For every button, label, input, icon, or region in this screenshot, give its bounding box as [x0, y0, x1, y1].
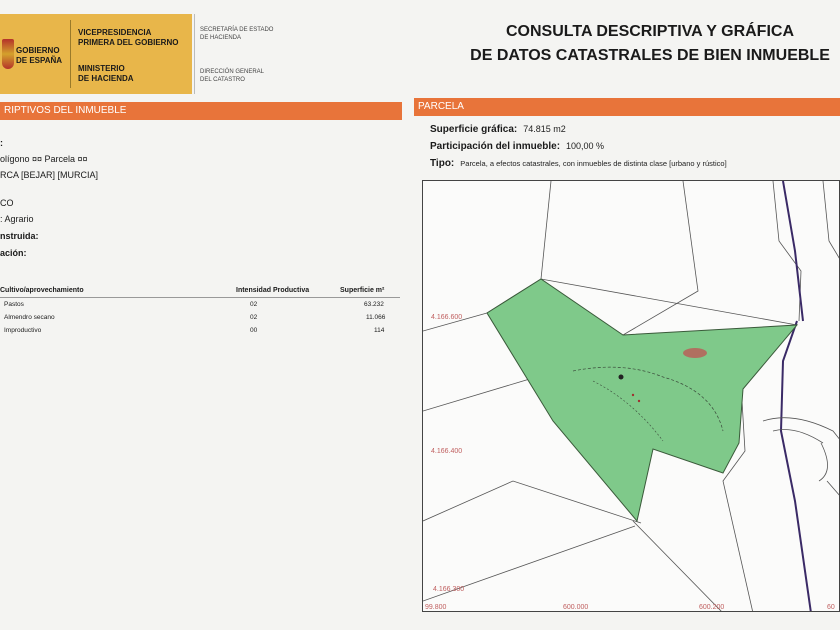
intensity-cell: 02 — [250, 314, 258, 321]
table-row — [0, 299, 400, 311]
boundary-line — [423, 375, 543, 411]
type-value: Parcela, a efectos catastrales, con inmuebles de distinta clase [urbano y rústico] — [460, 159, 727, 168]
surface-value: 74.815 m2 — [523, 124, 566, 134]
gov-line-1: GOBIERNO — [16, 46, 60, 55]
col-header-surface: Superficie m² — [340, 287, 385, 294]
class-value: CO — [0, 198, 14, 208]
parcel-polygon — [487, 279, 797, 521]
location-polygon: olígono ¤¤ Parcela ¤¤ — [0, 154, 88, 164]
sec-line-1: SECRETARÍA DE ESTADO — [200, 27, 274, 33]
ministry-name — [78, 64, 134, 84]
secretariat-name — [200, 26, 273, 42]
point-mark — [619, 375, 624, 380]
section-bar-parcel: PARCELA — [414, 98, 840, 116]
type-row — [430, 158, 727, 169]
title-line-1: CONSULTA DESCRIPTIVA Y GRÁFICA — [505, 23, 794, 40]
surface-cell: 114 — [374, 327, 385, 334]
government-name — [16, 46, 62, 66]
coord-label-y2: 4.166.400 — [431, 448, 463, 455]
boundary-line — [633, 521, 723, 612]
boundary-line — [623, 181, 698, 335]
dir-line-1: DIRECCIÓN GENERAL — [200, 69, 265, 75]
coord-label-x2: 600.000 — [563, 604, 589, 611]
table-row — [0, 312, 400, 324]
col-header-intensity: Intensidad Productiva — [236, 287, 310, 294]
intensity-cell: 02 — [250, 301, 258, 308]
boundary-line — [823, 181, 840, 261]
table-row — [0, 325, 400, 337]
map-drawing — [423, 181, 840, 612]
coord-label-x4: 60 — [827, 604, 835, 611]
government-logo — [0, 14, 192, 94]
crop-cell: Almendro secano — [4, 314, 55, 321]
road-curve — [763, 418, 840, 441]
surface-label: Superficie gráfica: — [430, 124, 518, 135]
type-label: Tipo: — [430, 158, 455, 169]
intensity-cell: 00 — [250, 327, 258, 334]
min-line-1: MINISTERIO — [78, 64, 125, 73]
coord-label-x1: 99.800 — [425, 604, 447, 611]
built-area-label: nstruida: — [0, 231, 39, 241]
road-line — [781, 321, 811, 612]
logo-divider — [70, 20, 71, 88]
boundary-line — [827, 481, 840, 497]
participation-row — [430, 141, 604, 152]
crops-table-header — [0, 285, 400, 298]
dir-line-2: DEL CATASTRO — [200, 77, 245, 83]
directorate-name — [200, 68, 264, 84]
location-municipality: RCA [BEJAR] [MURCIA] — [0, 170, 99, 180]
vicepresidency-name — [78, 28, 178, 48]
header-divider — [194, 14, 195, 94]
col-header-crop: Cultivo/aprovechamiento — [0, 287, 84, 294]
sec-line-2: DE HACIENDA — [200, 35, 242, 41]
document-title — [450, 20, 840, 68]
reference-label: : — [0, 138, 3, 148]
section-bar-descriptive: RIPTIVOS DEL INMUEBLE — [0, 102, 402, 120]
surface-row — [430, 124, 566, 135]
crop-cell: Improductivo — [4, 327, 42, 334]
gov-line-2: DE ESPAÑA — [16, 56, 63, 65]
participation-label: Participación del inmueble: — [430, 141, 561, 152]
coord-label-x3: 600.200 — [699, 604, 725, 611]
coord-label-y1: 4.166.600 — [431, 314, 463, 321]
road-curve — [819, 443, 828, 481]
vice-line-1: VICEPRESIDENCIA — [78, 28, 152, 37]
point-mark — [638, 400, 640, 402]
crop-cell: Pastos — [4, 301, 24, 308]
participation-value: 100,00 % — [566, 141, 605, 151]
title-line-2: DE DATOS CATASTRALES DE BIEN INMUEBLE — [470, 47, 830, 64]
boundary-line — [541, 181, 551, 279]
year-label: ación: — [0, 248, 27, 258]
surface-cell: 11.066 — [366, 314, 386, 321]
use-value: : Agrario — [0, 214, 34, 224]
coord-label-y3: 4.166.300 — [433, 586, 465, 593]
vice-line-2: PRIMERA DEL GOBIERNO — [78, 38, 179, 47]
point-mark — [632, 394, 634, 396]
surface-cell: 63.232 — [364, 301, 384, 308]
cadastral-map — [422, 180, 840, 612]
building-mark — [683, 348, 707, 358]
min-line-2: DE HACIENDA — [78, 74, 134, 83]
